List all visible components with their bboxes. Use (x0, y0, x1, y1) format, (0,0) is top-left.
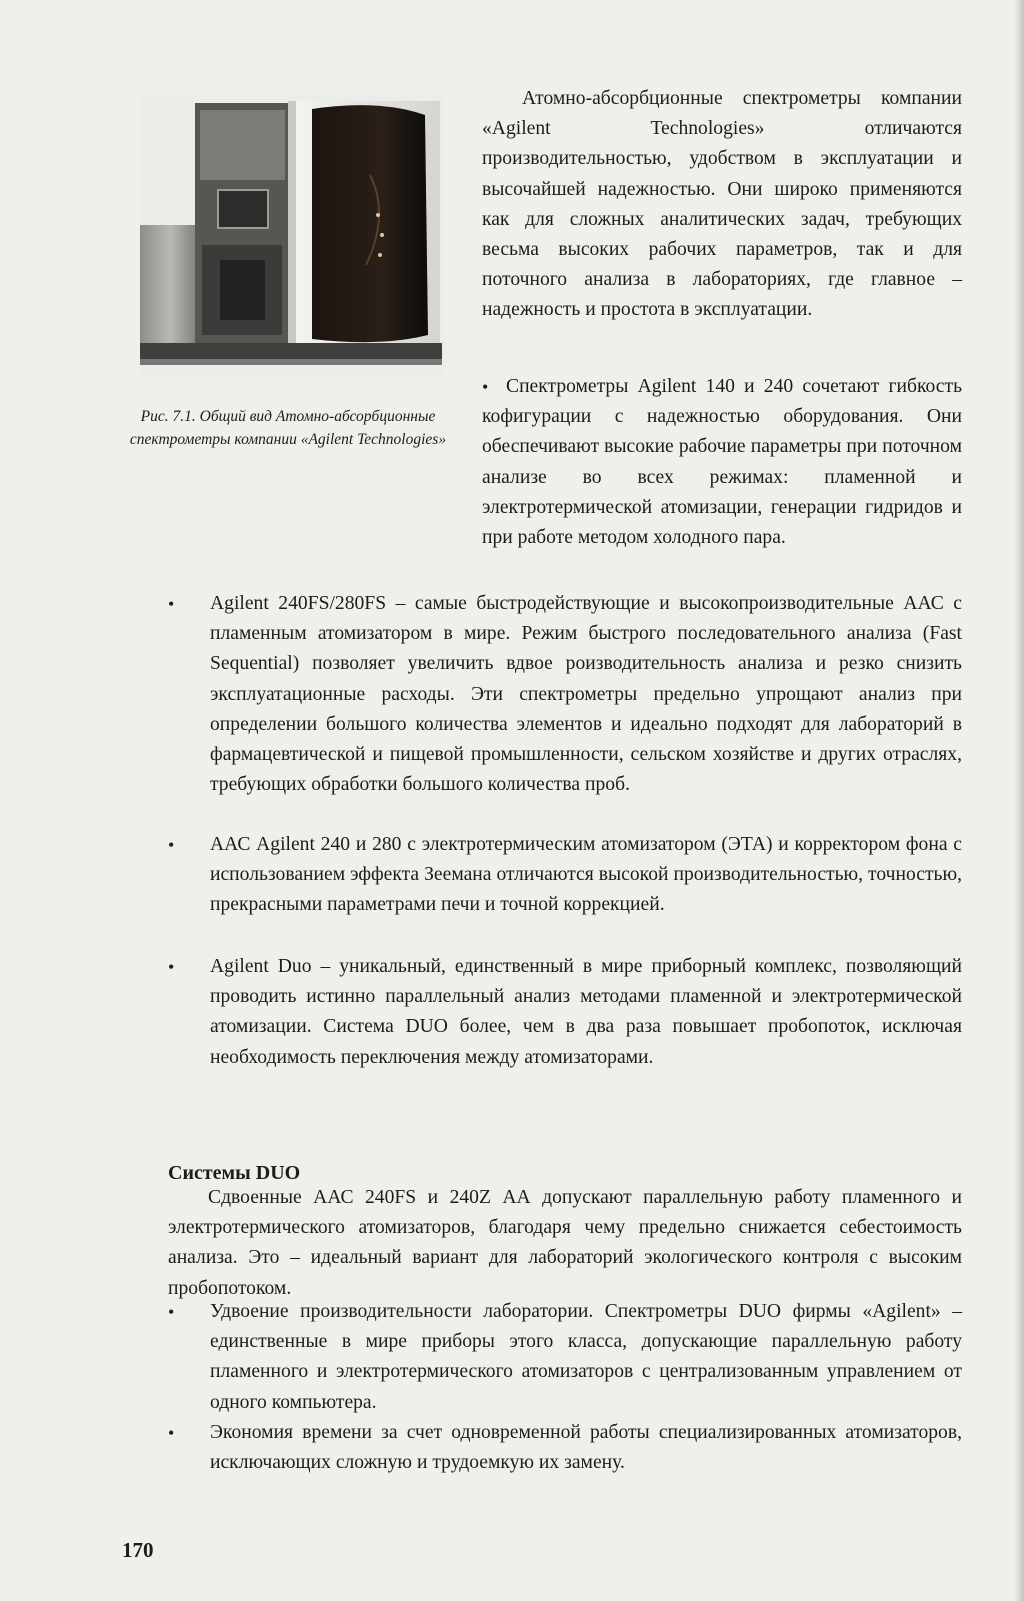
list-item: Экономия времени за счет одновременной работы специализированных атомизаторов, исключающих сложную и трудоемкую их замену. (210, 1422, 962, 1474)
list-item: Agilent 240FS/280FS – самые быстродействующие и высокопроизводительные ААС с пламенным атомизатором в мире. Режим быстрого последовательного анализа (Fast Sequential) позволяет увеличить вдвое роизводительность анализа и резко снизить эксплуатационные расходы. Эти спектрометры предельно упрощают анализ при определении большого количества элементов и идеально подходят для лабораторий в фармацевтической и пищевой промышленности, сельском хозяйстве и других отраслях, требующих обработки большого количества проб. (210, 593, 962, 796)
page-number: 170 (122, 1538, 154, 1562)
bullet-marker: • (482, 377, 489, 397)
bullet-marker: • (168, 594, 175, 614)
section-title: Системы DUO (168, 1162, 301, 1184)
list-item: Удвоение производительности лаборатории. Спектрометры DUO фирмы «Agilent» – единственные в мире приборы этого класса, допускающие параллельную работу пламенного и электротермического атомизаторов с централизованным управлением от одного компьютера. (210, 1301, 962, 1413)
list-item: Agilent Duo – уникальный, единственный в мире приборный комплекс, позволяющий проводить истинно параллельный анализ методами пламенной и электротермической атомизации. Система DUO более, чем в два раза повышает пробопоток, исключая необходимость переключения между атомизаторами. (210, 956, 962, 1068)
bullet-marker: • (168, 835, 175, 855)
intro-paragraph: Атомно-абсорбционные спектрометры компании «Agilent Technologies» отличаются производительностью, удобством в эксплуатации и высочайшей надежностью. Они широко применяются как для сложных аналитических задач, требующих весьма высоких рабочих параметров, так и для поточного анализа в лабораториях, где главное – надежность и простота в эксплуатации. (482, 88, 962, 321)
bullet-marker: • (168, 1302, 175, 1322)
page-edge-shadow (1014, 0, 1024, 1601)
section-paragraph: Сдвоенные ААС 240FS и 240Z АА допускают параллельную работу пламенного и электротермического атомизаторов, благодаря чему предельно снижается себестоимость анализа. Это – идеальный вариант для лабораторий экологического контроля с высоким пробопотоком. (168, 1187, 962, 1299)
bullet-marker: • (168, 957, 175, 977)
list-item: Спектрометры Agilent 140 и 240 сочетают гибкость кофигурации с надежностью оборудования. Они обеспечивают высокие рабочие параметры при поточном анализе во всех режимах: пламенной и электротермической атомизации, генерации гидридов и при работе методом холодного пара. (482, 376, 962, 549)
spectrometer-photo (140, 95, 445, 375)
bullet-marker: • (168, 1423, 175, 1443)
list-item: ААС Agilent 240 и 280 с электротермическим атомизатором (ЭТА) и корректором фона с использованием эффекта Зеемана отличаются высокой производительностью, точностью, прекрасными параметрами печи и точной коррекцией. (210, 834, 962, 916)
figure-caption: Рис. 7.1. Общий вид Атомно-абсорбционные спектрометры компании «Agilent Technologies» (129, 408, 447, 448)
